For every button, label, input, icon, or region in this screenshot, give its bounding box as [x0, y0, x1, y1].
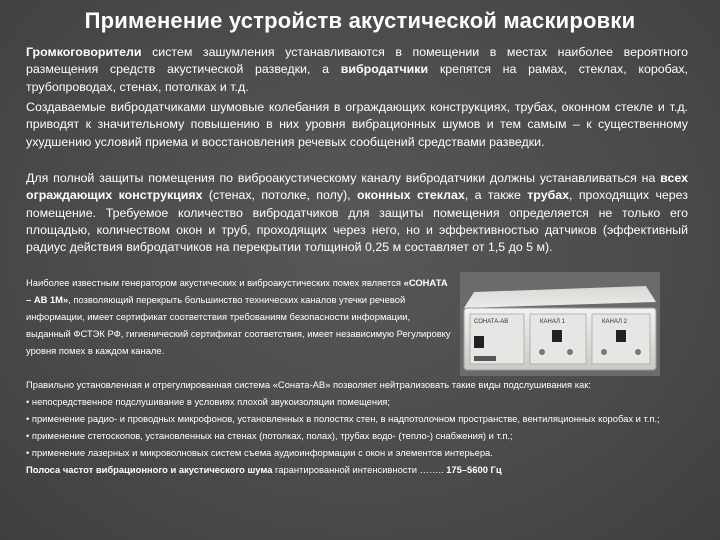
list-item: • непосредственное подслушивание в условиях плохой звукоизоляции помещения;	[26, 396, 390, 408]
list-item: • применение стетоскопов, установленных на стенах (потолках, полах), трубах водо- (тепло-) снабжения) и т.п.;	[26, 430, 513, 442]
bold-device-name: «СОНАТА – АВ 1М»	[26, 277, 448, 306]
channel1-label: КАНАЛ 1	[540, 319, 565, 325]
device-description	[26, 274, 451, 359]
bold-frequency-label: Полоса частот вибрационного и акустического шума	[26, 464, 273, 476]
device-photo	[460, 272, 660, 376]
text: Наиболее известным генератором акустических и виброакустических помех является	[26, 277, 404, 288]
bold-speakers: Громкоговорители	[26, 45, 142, 59]
channel1-switch	[552, 330, 562, 342]
channel2-label: КАНАЛ 2	[602, 319, 627, 325]
channel1-knob	[567, 349, 573, 355]
text: , позволяющий перекрыть большинство технических каналов утечки речевой информации, имеет сертификат соответствия требованиям безопасности информации, выданный ФСТЭК РФ, гигиенический сертификат соответствия, имеет независимую Регулировку уровня помех в каждом канале.	[26, 294, 451, 357]
channel2-knob	[635, 349, 641, 355]
paragraph-full-protection	[26, 170, 688, 256]
system-capabilities	[26, 376, 696, 479]
paragraph-vibrations: Создаваемые вибродатчиками шумовые колебания в ограждающих конструкциях, трубах, оконном стекле и т.д. приводят к значительному повышению в них уровня вибрационных шумов и тем самым – к существенному ухудшению условий приема и восстановления речевых сообщений средствами разведки.	[26, 100, 688, 149]
bold-window-glass: оконных стеклах	[356, 188, 465, 203]
text: гарантированной интенсивности ……..	[272, 464, 447, 476]
channel1-knob	[539, 349, 545, 355]
bold-frequency-range: 175–5600 Гц	[446, 464, 502, 476]
frequency-band	[26, 461, 696, 478]
bold-all-structures: всех ограждающих конструкциях	[26, 171, 688, 203]
channel2-knob	[601, 349, 607, 355]
list-item: • применение радио- и проводных микрофонов, установленных в полостях стен, в надпотолочном пространстве, вентиляционных коробах и т.п.;	[26, 413, 660, 425]
text: Для полной защиты помещения по виброакустическому каналу вибродатчики должны устанавливаться на	[26, 171, 661, 185]
paragraph-speakers	[26, 44, 688, 96]
device-brand-label: СОНАТА-АВ	[474, 319, 509, 325]
text: , проходящих через помещение. Требуемое количество вибродатчиков для защиты помещения определяется не только его площадью, количеством окон и труб, проходящих через него, но и эффективностью датчиков (эффективный радиус действия вибродатчиков на перекрытии толщиной 0,25 м составляет от 1,5 до 5 м).	[26, 188, 688, 255]
slide-title: Применение устройств акустической маскировки	[84, 8, 636, 33]
channel2-switch	[616, 330, 626, 342]
capabilities-intro: Правильно установленная и отрегулированная система «Соната-АВ» позволяет нейтрализовать такие виды подслушивания как:	[26, 379, 591, 390]
text: , а также	[464, 188, 528, 203]
list-item: • применение лазерных и микроволновых систем съема аудиоинформации с окон и элементов интерьера.	[26, 447, 493, 459]
brand-badge	[474, 356, 496, 361]
bold-pipes: трубах	[527, 188, 570, 203]
text: крепятся на рамах, стеклах, коробах, трубопроводах, стенах, потолках и т.д.	[26, 62, 689, 94]
power-switch	[474, 336, 484, 348]
text: (стенах, потолке, полу),	[202, 188, 357, 203]
text: систем зашумления устанавливаются в помещении в местах наиболее вероятного размещения средств акустической разведки, а	[26, 45, 688, 77]
bold-vibrosensors: вибродатчики	[340, 62, 429, 77]
